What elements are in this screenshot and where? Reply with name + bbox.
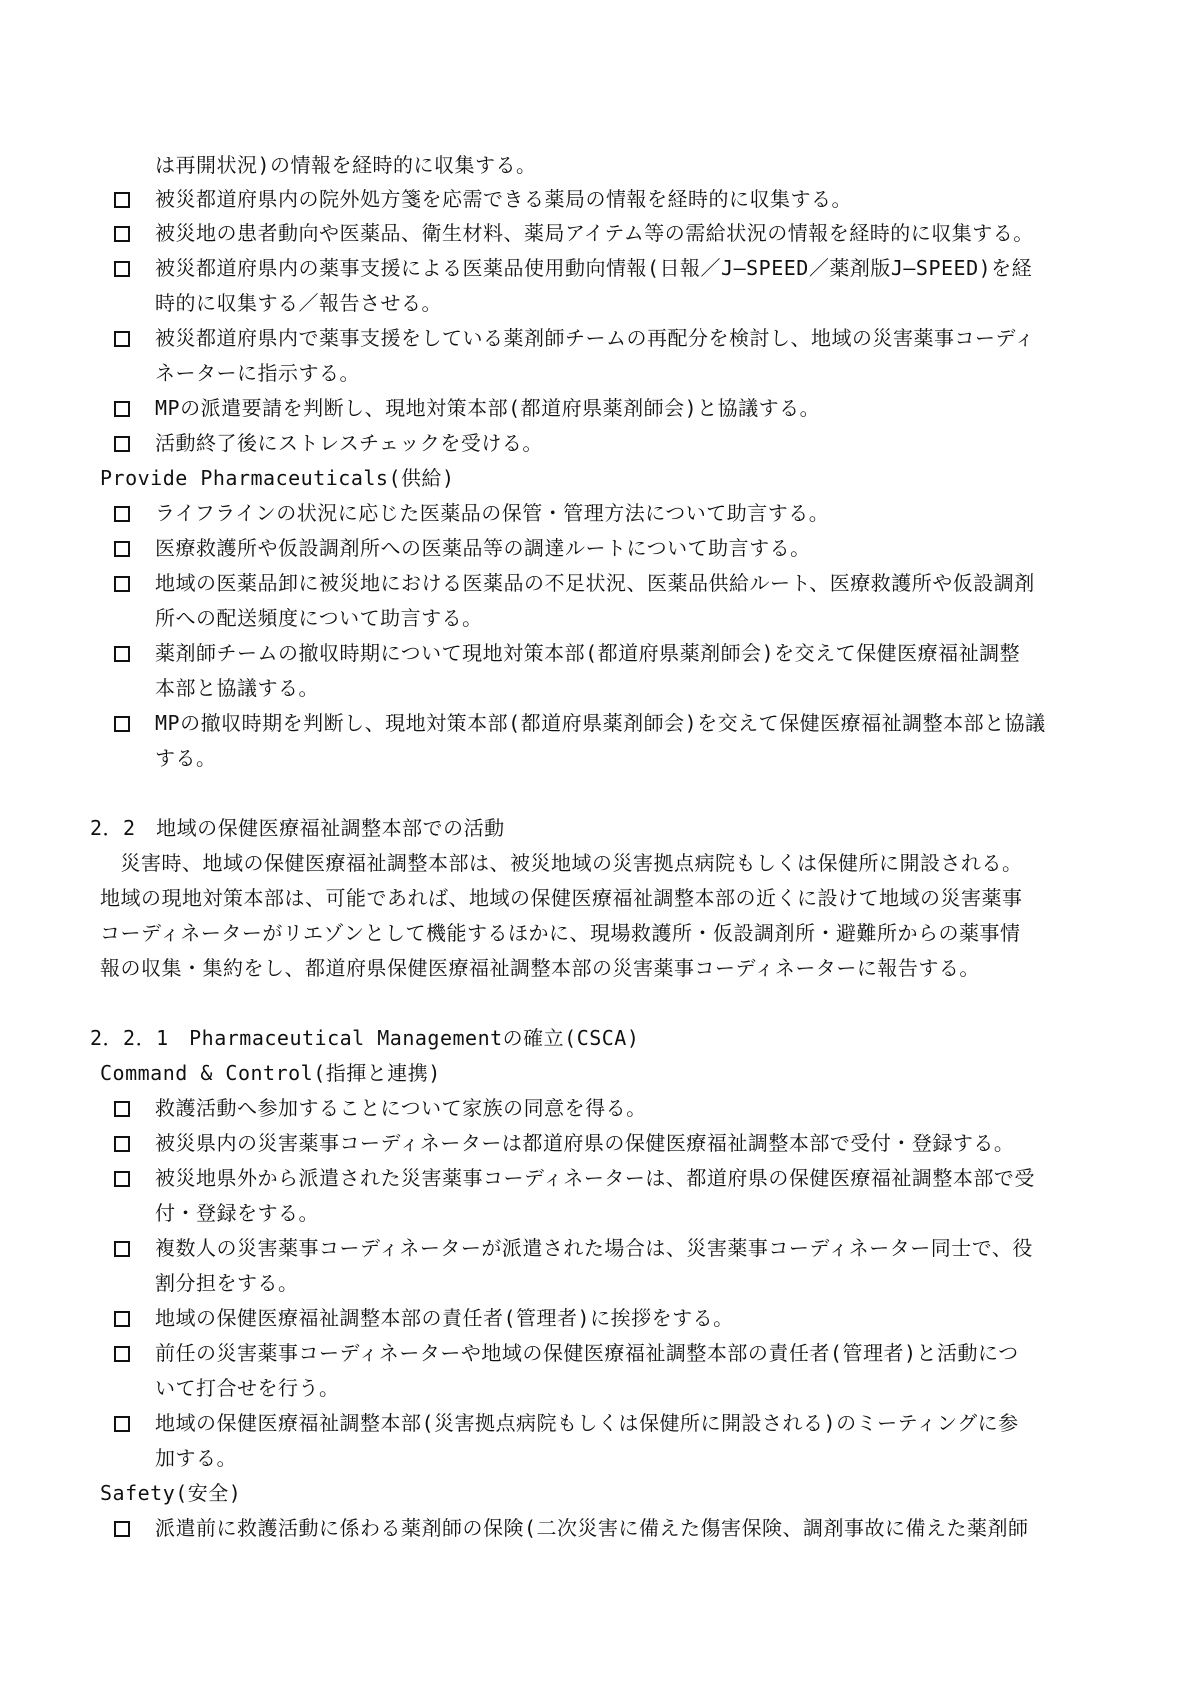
list-item: 被災都道府県内で薬事支援をしている薬剤師チームの再配分を検討し、地域の災害薬事コーディ [155, 326, 1035, 350]
list-item-continuation: 時的に収集する／報告させる。 [155, 291, 442, 315]
list-item: 被災県内の災害薬事コーディネーターは都道府県の保健医療福祉調整本部で受付・登録する。 [155, 1131, 1015, 1155]
list-item: 被災都道府県内の薬事支援による医薬品使用動向情報(日報／J―SPEED／薬剤版J―SPEED)を経 [155, 256, 1033, 280]
list-item: 被災地の患者動向や医薬品、衛生材料、薬局アイテム等の需給状況の情報を経時的に収集する。 [155, 221, 1034, 245]
checkbox[interactable] [114, 1101, 130, 1117]
checkbox[interactable] [114, 261, 130, 277]
paragraph-line: 地域の現地対策本部は、可能であれば、地域の保健医療福祉調整本部の近くに設けて地域の災害薬事 [100, 886, 1023, 910]
list-item-continuation: 所への配送頻度について助言する。 [155, 606, 483, 630]
list-item: 薬剤師チームの撤収時期について現地対策本部(都道府県薬剤師会)を交えて保健医療福祉調整 [155, 641, 1021, 665]
list-item: 救護活動へ参加することについて家族の同意を得る。 [155, 1096, 647, 1120]
checkbox[interactable] [114, 716, 130, 732]
checkbox[interactable] [114, 1311, 130, 1327]
list-item-continuation: する。 [155, 746, 217, 770]
checkbox[interactable] [114, 1241, 130, 1257]
list-item: 地域の保健医療福祉調整本部の責任者(管理者)に挨拶をする。 [155, 1306, 734, 1330]
checkbox[interactable] [114, 1136, 130, 1152]
list-item: MPの撤収時期を判断し、現地対策本部(都道府県薬剤師会)を交えて保健医療福祉調整本部と協議 [155, 711, 1046, 735]
checkbox[interactable] [114, 541, 130, 557]
checkbox[interactable] [114, 576, 130, 592]
checkbox[interactable] [114, 401, 130, 417]
paragraph-line: 報の収集・集約をし、都道府県保健医療福祉調整本部の災害薬事コーディネーターに報告する。 [100, 956, 980, 980]
list-item: 複数人の災害薬事コーディネーターが派遣された場合は、災害薬事コーディネーター同士で、役 [155, 1236, 1033, 1260]
list-item-continuation: ネーターに指示する。 [155, 361, 360, 385]
list-item: 医療救護所や仮設調剤所への医薬品等の調達ルートについて助言する。 [155, 536, 811, 560]
subheading-command: Command & Control(指揮と連携) [100, 1061, 441, 1085]
checkbox[interactable] [114, 1416, 130, 1432]
list-item-continuation: 付・登録をする。 [155, 1201, 319, 1225]
checkbox[interactable] [114, 1346, 130, 1362]
paragraph-line: 災害時、地域の保健医療福祉調整本部は、被災地域の災害拠点病院もしくは保健所に開設される。 [100, 851, 1023, 875]
checkbox[interactable] [114, 1521, 130, 1537]
checkbox[interactable] [114, 226, 130, 242]
list-item-continuation: 割分担をする。 [155, 1271, 299, 1295]
subheading-provide: Provide Pharmaceuticals(供給) [100, 466, 455, 490]
list-item: 活動終了後にストレスチェックを受ける。 [155, 431, 543, 455]
section-heading-2-2: 2．2 地域の保健医療福祉調整本部での活動 [90, 816, 505, 840]
checkbox[interactable] [114, 436, 130, 452]
list-item-continuation: 加する。 [155, 1446, 237, 1470]
checkbox[interactable] [114, 1171, 130, 1187]
list-item: 前任の災害薬事コーディネーターや地域の保健医療福祉調整本部の責任者(管理者)と活動につ [155, 1341, 1019, 1365]
section-heading-2-2-1: 2．2．1 Pharmaceutical Managementの確立(CSCA) [90, 1026, 640, 1050]
subheading-safety: Safety(安全) [100, 1481, 242, 1505]
continuation-text: は再開状況)の情報を経時的に収集する。 [155, 153, 537, 177]
checkbox[interactable] [114, 331, 130, 347]
list-item: 被災地県外から派遣された災害薬事コーディネーターは、都道府県の保健医療福祉調整本部で受 [155, 1166, 1035, 1190]
checkbox[interactable] [114, 646, 130, 662]
list-item: MPの派遣要請を判断し、現地対策本部(都道府県薬剤師会)と協議する。 [155, 396, 821, 420]
list-item: 派遣前に救護活動に係わる薬剤師の保険(二次災害に備えた傷害保険、調剤事故に備えた薬剤師 [155, 1516, 1029, 1540]
list-item-continuation: 本部と協議する。 [155, 676, 319, 700]
list-item: 被災都道府県内の院外処方箋を応需できる薬局の情報を経時的に収集する。 [155, 187, 852, 211]
paragraph-line: コーディネーターがリエゾンとして機能するほかに、現場救護所・仮設調剤所・避難所からの薬事情 [100, 921, 1021, 945]
list-item: 地域の保健医療福祉調整本部(災害拠点病院もしくは保健所に開設される)のミーティングに参 [155, 1411, 1019, 1435]
list-item: ライフラインの状況に応じた医薬品の保管・管理方法について助言する。 [155, 501, 830, 525]
checkbox[interactable] [114, 192, 130, 208]
list-item-continuation: いて打合せを行う。 [155, 1376, 340, 1400]
checkbox[interactable] [114, 506, 130, 522]
list-item: 地域の医薬品卸に被災地における医薬品の不足状況、医薬品供給ルート、医療救護所や仮設調剤 [155, 571, 1035, 595]
